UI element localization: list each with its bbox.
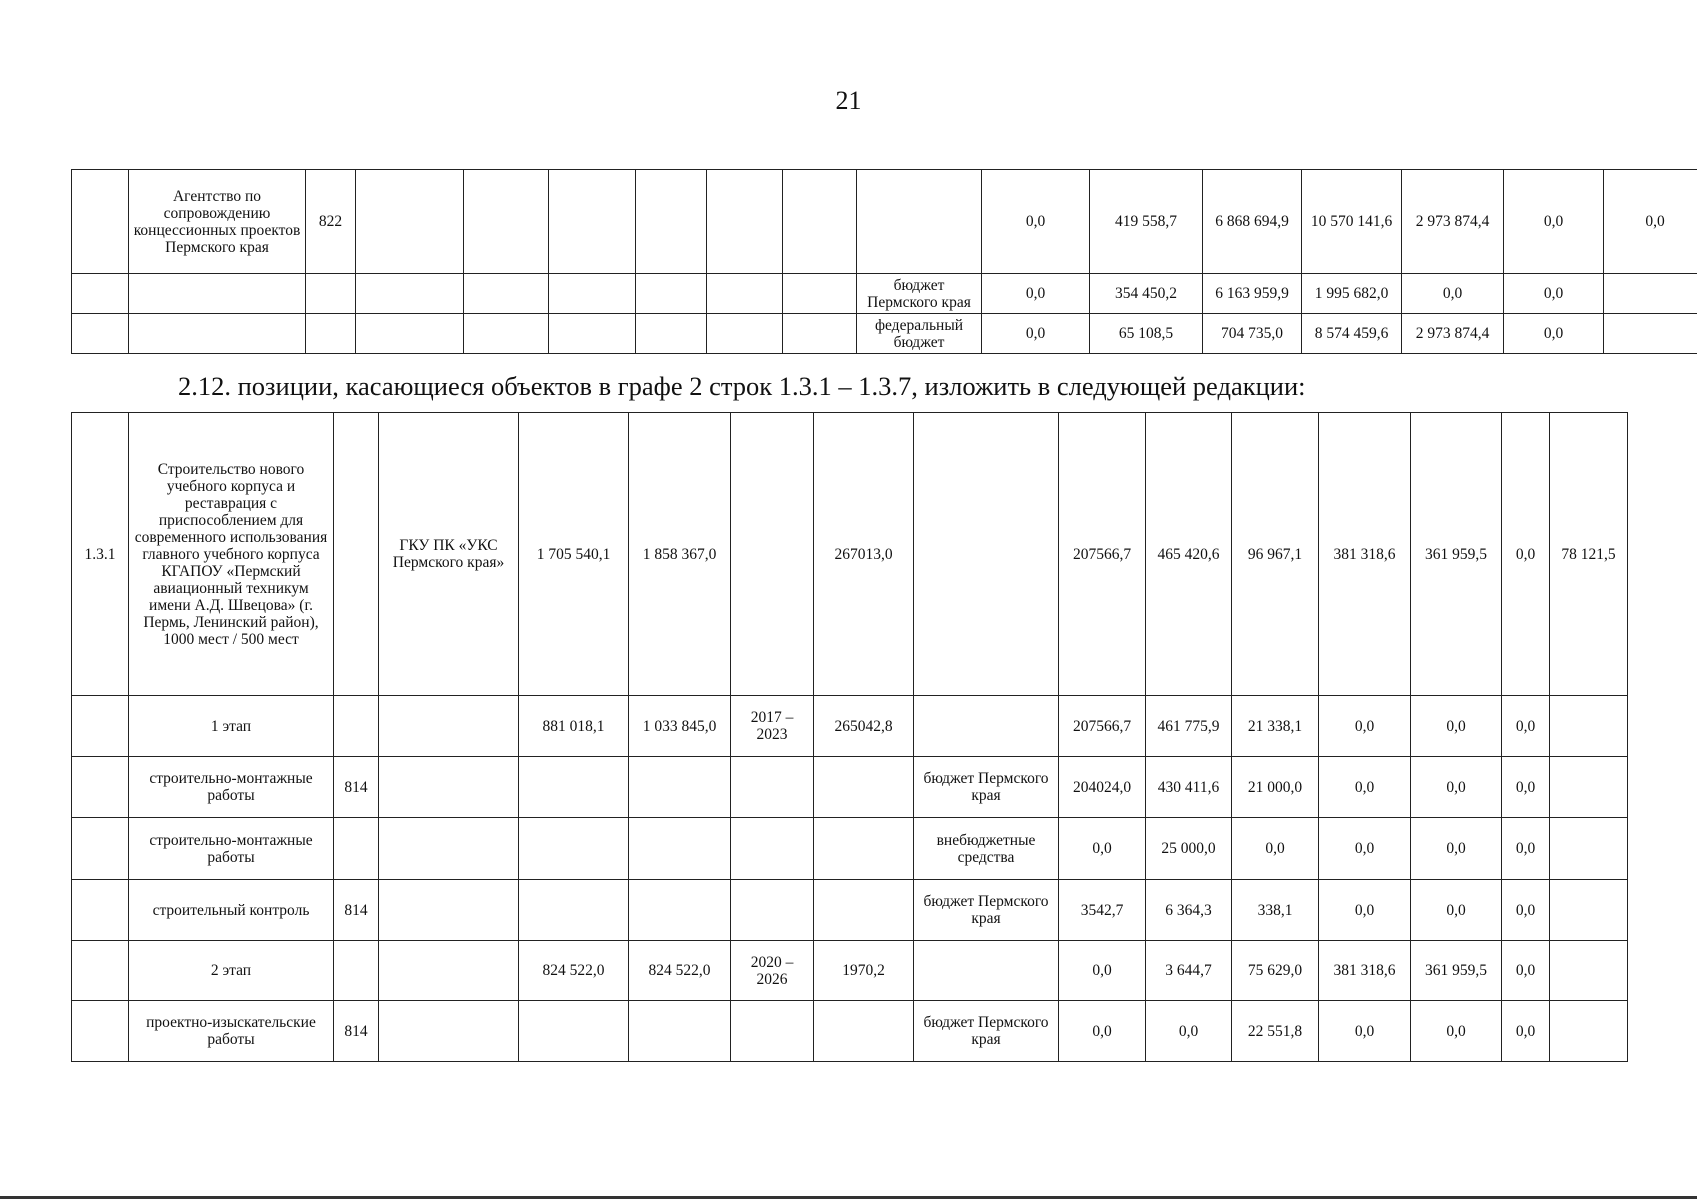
table-cell: внебюджетные средства — [914, 818, 1059, 880]
table-cell — [629, 757, 731, 818]
table-cell: 0,0 — [1502, 880, 1550, 941]
table-cell: 267013,0 — [814, 413, 914, 696]
table-cell — [629, 1001, 731, 1062]
table-cell: 1.3.1 — [72, 413, 129, 696]
bottom-border-line — [0, 1196, 1697, 1199]
table-cell — [519, 757, 629, 818]
table-cell: 0,0 — [982, 314, 1090, 354]
table-cell: 25 000,0 — [1146, 818, 1232, 880]
table-cell: проектно-изыскательские работы — [129, 1001, 334, 1062]
table-cell — [356, 170, 464, 274]
table-cell — [379, 696, 519, 757]
table-cell: 1 этап — [129, 696, 334, 757]
table-cell: 0,0 — [982, 274, 1090, 314]
table-cell — [1550, 941, 1628, 1001]
table-cell: 65 108,5 — [1090, 314, 1203, 354]
table-cell — [914, 413, 1059, 696]
table-cell — [783, 314, 857, 354]
table-cell — [1604, 314, 1697, 354]
table-cell: 0,0 — [1146, 1001, 1232, 1062]
table-cell — [306, 314, 356, 354]
page-number: 21 — [835, 86, 862, 115]
top-table-body — [72, 170, 1697, 354]
table-cell: 814 — [334, 757, 379, 818]
table-cell — [857, 170, 982, 274]
table-cell: 824 522,0 — [629, 941, 731, 1001]
table-row — [72, 170, 1697, 274]
table-row — [72, 696, 1628, 757]
table-cell: 0,0 — [1502, 818, 1550, 880]
table-cell: 3542,7 — [1059, 880, 1146, 941]
table-cell: 0,0 — [1502, 941, 1550, 1001]
table-cell — [519, 1001, 629, 1062]
table-row — [72, 818, 1628, 880]
table-cell — [519, 880, 629, 941]
table-cell: строительно-монтажные работы — [129, 818, 334, 880]
table-cell: 2 973 874,4 — [1402, 170, 1504, 274]
table-cell: 207566,7 — [1059, 413, 1146, 696]
table-cell: 465 420,6 — [1146, 413, 1232, 696]
table-cell: 0,0 — [1411, 880, 1502, 941]
table-cell — [72, 1001, 129, 1062]
table-row — [72, 413, 1628, 696]
table-cell — [356, 274, 464, 314]
table-cell: 814 — [334, 1001, 379, 1062]
table-cell: 0,0 — [1319, 818, 1411, 880]
table-cell — [814, 880, 914, 941]
table-cell: 361 959,5 — [1411, 941, 1502, 1001]
table-cell: 0,0 — [1411, 757, 1502, 818]
table-cell — [72, 696, 129, 757]
table-cell: 0,0 — [1502, 757, 1550, 818]
table-cell — [129, 274, 306, 314]
table-cell: бюджет Пермского края — [857, 274, 982, 314]
table-row — [72, 757, 1628, 818]
table-cell: 22 551,8 — [1232, 1001, 1319, 1062]
table-cell: 338,1 — [1232, 880, 1319, 941]
table-cell — [783, 170, 857, 274]
table-cell: 96 967,1 — [1232, 413, 1319, 696]
table-cell: 2020 – 2026 — [731, 941, 814, 1001]
table-cell — [1550, 757, 1628, 818]
table-cell — [914, 696, 1059, 757]
table-cell — [814, 1001, 914, 1062]
table-cell — [814, 818, 914, 880]
table-cell — [629, 818, 731, 880]
table-cell: 354 450,2 — [1090, 274, 1203, 314]
table-cell: 0,0 — [1411, 1001, 1502, 1062]
table-cell: бюджет Пермского края — [914, 757, 1059, 818]
table-cell: 75 629,0 — [1232, 941, 1319, 1001]
table-cell: 1 033 845,0 — [629, 696, 731, 757]
table-cell — [464, 274, 549, 314]
table-cell — [629, 880, 731, 941]
table-cell: 21 338,1 — [1232, 696, 1319, 757]
table-cell — [731, 1001, 814, 1062]
table-cell: 881 018,1 — [519, 696, 629, 757]
table-cell — [1550, 818, 1628, 880]
table-cell: бюджет Пермского края — [914, 880, 1059, 941]
table-cell — [379, 757, 519, 818]
table-cell: 21 000,0 — [1232, 757, 1319, 818]
table-cell — [379, 818, 519, 880]
table-cell: 2 этап — [129, 941, 334, 1001]
table-cell: Агентство по сопровождению концессионных проектов Пермского края — [129, 170, 306, 274]
table-cell: федеральный бюджет — [857, 314, 982, 354]
table-cell — [914, 941, 1059, 1001]
table-cell: 461 775,9 — [1146, 696, 1232, 757]
table-cell: 2017 – 2023 — [731, 696, 814, 757]
table-cell: 0,0 — [1504, 314, 1604, 354]
table-cell — [707, 274, 783, 314]
section-heading: 2.12. позиции, касающиеся объектов в графе 2 строк 1.3.1 – 1.3.7, изложить в следующей редакции: — [178, 371, 1306, 401]
table-cell: 381 318,6 — [1319, 413, 1411, 696]
table-row — [72, 880, 1628, 941]
table-cell — [731, 413, 814, 696]
table-cell: 430 411,6 — [1146, 757, 1232, 818]
table-cell — [707, 314, 783, 354]
table-cell: 204024,0 — [1059, 757, 1146, 818]
table-cell — [731, 818, 814, 880]
table-cell — [72, 274, 129, 314]
table-cell — [1550, 880, 1628, 941]
table-cell — [379, 941, 519, 1001]
table-cell: Строительство нового учебного корпуса и реставрация с приспособлением для современного использования главного учебного корпуса КГАПОУ «Пермский авиационный техникум имени А.Д. Швецова» (г. Пермь, Ленинский район), 1000 мест / 500 мест — [129, 413, 334, 696]
table-cell: 361 959,5 — [1411, 413, 1502, 696]
table-cell — [464, 170, 549, 274]
table-cell — [379, 1001, 519, 1062]
table-cell — [731, 880, 814, 941]
table-cell: 0,0 — [1504, 170, 1604, 274]
table-cell: 1970,2 — [814, 941, 914, 1001]
table-cell — [356, 314, 464, 354]
table-cell — [636, 274, 707, 314]
table-cell: 0,0 — [1319, 696, 1411, 757]
table-cell: 0,0 — [1502, 696, 1550, 757]
table-cell: 0,0 — [1504, 274, 1604, 314]
table-cell — [129, 314, 306, 354]
table-cell — [549, 274, 636, 314]
table-cell: ГКУ ПК «УКС Пермского края» — [379, 413, 519, 696]
table-row — [72, 1001, 1628, 1062]
table-cell: 1 858 367,0 — [629, 413, 731, 696]
table-cell: бюджет Пермского края — [914, 1001, 1059, 1062]
table-cell — [1550, 696, 1628, 757]
table-row — [72, 941, 1628, 1001]
table-cell: 419 558,7 — [1090, 170, 1203, 274]
table-cell: 2 973 874,4 — [1402, 314, 1504, 354]
top-table — [71, 169, 1697, 354]
table-cell — [72, 314, 129, 354]
table-cell: 1 995 682,0 — [1302, 274, 1402, 314]
table-cell: 0,0 — [1319, 757, 1411, 818]
table-cell: 381 318,6 — [1319, 941, 1411, 1001]
table-cell — [72, 941, 129, 1001]
table-cell — [334, 413, 379, 696]
table-cell: 0,0 — [1402, 274, 1504, 314]
table-cell: 10 570 141,6 — [1302, 170, 1402, 274]
table-cell — [379, 880, 519, 941]
table-cell — [1550, 1001, 1628, 1062]
main-table-body — [72, 413, 1628, 1062]
table-cell: 0,0 — [982, 170, 1090, 274]
table-cell: строительно-монтажные работы — [129, 757, 334, 818]
table-cell: 824 522,0 — [519, 941, 629, 1001]
table-cell — [334, 941, 379, 1001]
table-cell — [549, 170, 636, 274]
table-cell: 0,0 — [1411, 818, 1502, 880]
table-cell — [72, 818, 129, 880]
table-cell — [636, 314, 707, 354]
table-cell: 0,0 — [1232, 818, 1319, 880]
table-cell — [334, 696, 379, 757]
table-cell: 814 — [334, 880, 379, 941]
table-cell: 6 364,3 — [1146, 880, 1232, 941]
table-cell — [72, 170, 129, 274]
table-cell — [519, 818, 629, 880]
table-cell — [783, 274, 857, 314]
table-cell: 1 705 540,1 — [519, 413, 629, 696]
table-cell — [72, 757, 129, 818]
table-cell: 0,0 — [1502, 413, 1550, 696]
table-cell — [306, 274, 356, 314]
table-row — [72, 274, 1697, 314]
table-cell: 0,0 — [1059, 941, 1146, 1001]
table-cell — [636, 170, 707, 274]
table-cell: 265042,8 — [814, 696, 914, 757]
table-cell: 0,0 — [1411, 696, 1502, 757]
table-cell: 78 121,5 — [1550, 413, 1628, 696]
table-cell — [1604, 274, 1697, 314]
table-cell: 0,0 — [1319, 880, 1411, 941]
table-cell: 0,0 — [1059, 818, 1146, 880]
table-cell — [72, 880, 129, 941]
table-cell: 8 574 459,6 — [1302, 314, 1402, 354]
table-cell — [464, 314, 549, 354]
table-cell: 0,0 — [1502, 1001, 1550, 1062]
table-cell: 822 — [306, 170, 356, 274]
table-row — [72, 314, 1697, 354]
table-cell — [731, 757, 814, 818]
table-cell: 0,0 — [1059, 1001, 1146, 1062]
table-cell — [549, 314, 636, 354]
table-cell: 6 868 694,9 — [1203, 170, 1302, 274]
table-cell: 207566,7 — [1059, 696, 1146, 757]
table-cell: строительный контроль — [129, 880, 334, 941]
table-cell — [707, 170, 783, 274]
table-cell: 0,0 — [1604, 170, 1697, 274]
table-cell: 0,0 — [1319, 1001, 1411, 1062]
table-cell — [814, 757, 914, 818]
main-table — [71, 412, 1628, 1062]
table-cell: 6 163 959,9 — [1203, 274, 1302, 314]
table-cell — [334, 818, 379, 880]
table-cell: 704 735,0 — [1203, 314, 1302, 354]
table-cell: 3 644,7 — [1146, 941, 1232, 1001]
